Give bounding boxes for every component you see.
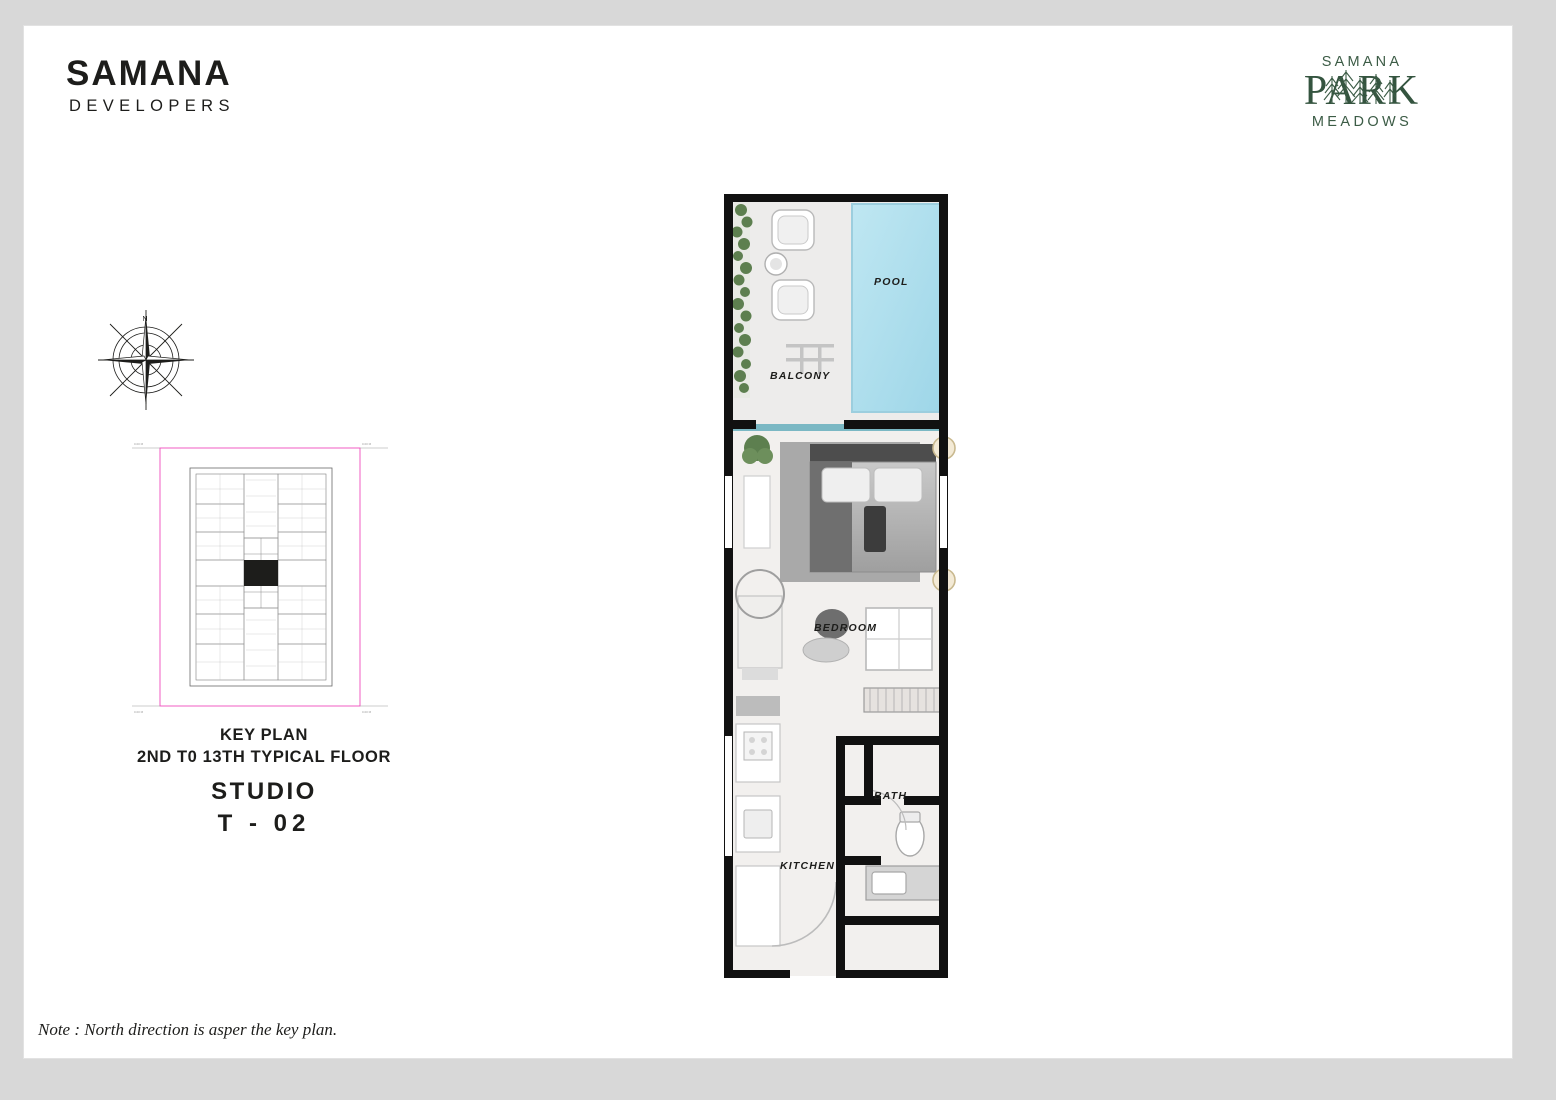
kitchen-fittings xyxy=(736,696,780,946)
floorplan-sheet xyxy=(24,26,1512,1058)
svg-text:N: N xyxy=(142,316,148,323)
key-plan-subtitle: 2ND T0 13TH TYPICAL FLOOR xyxy=(137,748,391,766)
bed-furniture xyxy=(810,444,936,572)
study-table xyxy=(866,608,932,670)
key-plan-title: KEY PLAN xyxy=(220,726,308,744)
planter-greenery xyxy=(732,200,753,398)
room-label-balcony: BALCONY xyxy=(770,370,831,382)
key-plan-caption xyxy=(84,726,444,767)
project-logo-name xyxy=(1252,70,1472,113)
compass-rose-icon xyxy=(88,302,204,418)
tv-console xyxy=(864,688,942,712)
unit-type-label: STUDIO xyxy=(211,778,317,805)
project-logo-name-text: PARK xyxy=(1303,68,1421,114)
wardrobe xyxy=(744,476,770,548)
developer-subtitle: DEVELOPERS xyxy=(69,97,235,115)
project-logo-meadows: MEADOWS xyxy=(1311,113,1413,130)
developer-name: SAMANA xyxy=(66,54,232,93)
project-logo-samana: SAMANA xyxy=(1321,54,1403,70)
svg-text:0.00 M: 0.00 M xyxy=(134,442,144,446)
room-label-pool: POOL xyxy=(874,276,909,288)
project-logo xyxy=(1252,54,1472,130)
unit-floor-plan xyxy=(714,176,964,996)
svg-text:0.00 M: 0.00 M xyxy=(134,710,144,714)
unit-code-label: T - 02 xyxy=(217,810,311,837)
svg-text:0.00 M: 0.00 M xyxy=(362,442,372,446)
key-plan-diagram xyxy=(132,434,390,720)
room-label-kitchen: KITCHEN xyxy=(780,860,836,872)
room-label-bedroom: BEDROOM xyxy=(814,622,878,634)
footer-note: Note : North direction is asper the key plan. xyxy=(38,1020,338,1039)
key-plan-highlighted-unit xyxy=(244,560,278,586)
svg-text:0.00 M: 0.00 M xyxy=(362,710,372,714)
room-label-bath: BATH xyxy=(874,790,908,802)
developer-logo xyxy=(66,56,235,116)
